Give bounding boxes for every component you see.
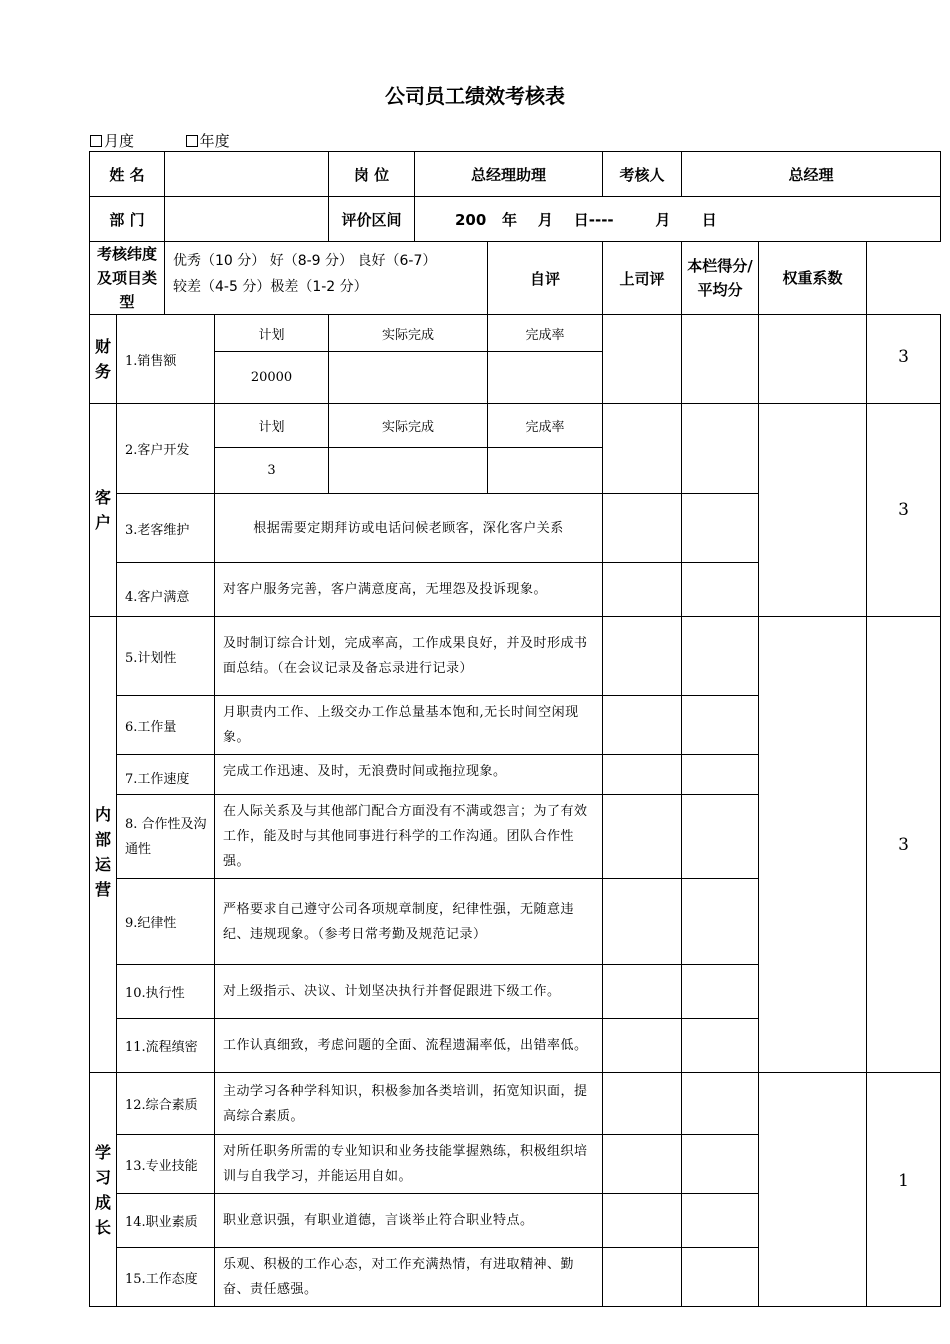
- interval-label: 评价区间: [329, 197, 415, 242]
- item-label: 7.工作速度: [117, 755, 215, 795]
- dept-label: 部 门: [90, 197, 165, 242]
- item-description: 月职责内工作、上级交办工作总量基本饱和,无长时间空闲现象。: [215, 696, 603, 755]
- position-value[interactable]: 总经理助理: [415, 152, 603, 197]
- self-score-cell[interactable]: [603, 1135, 682, 1194]
- weight-value: 3: [867, 404, 941, 617]
- scale-line-2: 较差（4-5 分）极差（1-2 分）: [173, 279, 368, 295]
- score-header: 本栏得分/平均分: [682, 242, 759, 315]
- item-label: 10.执行性: [117, 965, 215, 1019]
- interval-value[interactable]: 200 年 月 日---- 月 日: [415, 197, 941, 242]
- yearly-label: 年度: [199, 132, 230, 150]
- item-description: 对客户服务完善，客户满意度高，无埋怨及投诉现象。: [215, 563, 603, 617]
- boss-score-cell[interactable]: [682, 1073, 759, 1135]
- actual-value-cell[interactable]: [329, 448, 488, 494]
- item-label: 6.工作量: [117, 696, 215, 755]
- category-customer: 客户: [90, 404, 117, 617]
- boss-header: 上司评: [603, 242, 682, 315]
- monthly-label: 月度: [104, 132, 135, 150]
- boss-score-cell[interactable]: [682, 1135, 759, 1194]
- boss-score-cell[interactable]: [682, 879, 759, 965]
- name-label: 姓 名: [90, 152, 165, 197]
- dimension-header: 考核纬度及项目类型: [90, 242, 165, 315]
- rate-header: 完成率: [488, 404, 603, 448]
- weight-value: 1: [867, 1073, 941, 1307]
- item-label: 8. 合作性及沟通性: [117, 795, 215, 879]
- plan-value[interactable]: 20000: [215, 352, 329, 404]
- boss-score-cell[interactable]: [682, 755, 759, 795]
- item-description: 对上级指示、决议、计划坚决执行并督促跟进下级工作。: [215, 965, 603, 1019]
- item-label: 5.计划性: [117, 617, 215, 696]
- category-operations: 内部运营: [90, 617, 117, 1073]
- plan-header: 计划: [215, 404, 329, 448]
- actual-header: 实际完成: [329, 404, 488, 448]
- item-description: 及时制订综合计划，完成率高，工作成果良好，并及时形成书面总结。（在会议记录及备忘录进行记录）: [215, 617, 603, 696]
- item-label: 15.工作态度: [117, 1248, 215, 1307]
- self-score-cell[interactable]: [603, 563, 682, 617]
- item-label: 4.客户满意: [117, 563, 215, 617]
- boss-score-cell[interactable]: [682, 696, 759, 755]
- item-description: 工作认真细致，考虑问题的全面、流程遗漏率低，出错率低。: [215, 1019, 603, 1073]
- boss-score-cell[interactable]: [682, 494, 759, 563]
- subtotal-cell[interactable]: [759, 1073, 867, 1307]
- self-score-cell[interactable]: [603, 494, 682, 563]
- position-label: 岗 位: [329, 152, 415, 197]
- self-score-cell[interactable]: [603, 795, 682, 879]
- self-score-cell[interactable]: [603, 617, 682, 696]
- subtotal-cell[interactable]: [759, 617, 867, 1073]
- page-title: 公司员工绩效考核表: [385, 84, 565, 108]
- subtotal-cell[interactable]: [759, 404, 867, 617]
- plan-header: 计划: [215, 315, 329, 352]
- weight-header: 权重系数: [759, 242, 867, 315]
- item-description: 主动学习各种学科知识，积极参加各类培训，拓宽知识面，提高综合素质。: [215, 1073, 603, 1135]
- subtotal-cell[interactable]: [759, 315, 867, 404]
- boss-score-cell[interactable]: [682, 617, 759, 696]
- item-label: 13.专业技能: [117, 1135, 215, 1194]
- yearly-option[interactable]: [186, 130, 230, 151]
- self-header: 自评: [488, 242, 603, 315]
- monthly-option[interactable]: [90, 130, 134, 151]
- item-label: 14.职业素质: [117, 1194, 215, 1248]
- self-score-cell[interactable]: [603, 965, 682, 1019]
- assessor-label: 考核人: [603, 152, 682, 197]
- self-score-cell[interactable]: [603, 1019, 682, 1073]
- category-growth: 学习成长: [90, 1073, 117, 1307]
- item-label: 11.流程缜密: [117, 1019, 215, 1073]
- assessment-table: [89, 151, 941, 1307]
- self-score-cell[interactable]: [603, 879, 682, 965]
- item-description: 乐观、积极的工作心态，对工作充满热情，有进取精神、勤奋、责任感强。: [215, 1248, 603, 1307]
- item-label: 2.客户开发: [117, 404, 215, 494]
- boss-score-cell[interactable]: [682, 1194, 759, 1248]
- name-field[interactable]: [165, 152, 329, 197]
- self-score-cell[interactable]: [603, 1194, 682, 1248]
- boss-score-cell[interactable]: [682, 1019, 759, 1073]
- boss-score-cell[interactable]: [682, 795, 759, 879]
- self-score-cell[interactable]: [603, 404, 682, 494]
- assessor-value[interactable]: 总经理: [682, 152, 941, 197]
- item-description: 根据需要定期拜访或电话问候老顾客，深化客户关系: [215, 494, 603, 563]
- boss-score-cell[interactable]: [682, 404, 759, 494]
- weight-value: 3: [867, 315, 941, 404]
- item-description: 严格要求自己遵守公司各项规章制度，纪律性强，无随意违纪、违规现象。（参考日常考勤及规范记录）: [215, 879, 603, 965]
- dept-field[interactable]: [165, 197, 329, 242]
- rate-value-cell[interactable]: [488, 352, 603, 404]
- item-description: 完成工作迅速、及时，无浪费时间或拖拉现象。: [215, 755, 603, 795]
- actual-value-cell[interactable]: [329, 352, 488, 404]
- scale-line-1: 优秀（10 分） 好（8-9 分） 良好（6-7）: [173, 253, 437, 269]
- self-score-cell[interactable]: [603, 755, 682, 795]
- item-label: 9.纪律性: [117, 879, 215, 965]
- item-description: 在人际关系及与其他部门配合方面没有不满或怨言；为了有效工作，能及时与其他同事进行科学的工作沟通。团队合作性强。: [215, 795, 603, 879]
- checkbox-icon[interactable]: [90, 135, 102, 147]
- boss-score-cell[interactable]: [682, 315, 759, 404]
- weight-value: 3: [867, 617, 941, 1073]
- item-label: 3.老客维护: [117, 494, 215, 563]
- category-finance: 财务: [90, 315, 117, 404]
- item-description: 对所任职务所需的专业知识和业务技能掌握熟练，积极组织培训与自我学习，并能运用自如。: [215, 1135, 603, 1194]
- plan-value[interactable]: 3: [215, 448, 329, 494]
- boss-score-cell[interactable]: [682, 563, 759, 617]
- checkbox-icon[interactable]: [186, 135, 198, 147]
- boss-score-cell[interactable]: [682, 1248, 759, 1307]
- self-score-cell[interactable]: [603, 1073, 682, 1135]
- self-score-cell[interactable]: [603, 696, 682, 755]
- rate-header: 完成率: [488, 315, 603, 352]
- item-label: 1.销售额: [117, 315, 215, 404]
- period-selector: [90, 130, 230, 151]
- self-score-cell[interactable]: [603, 1248, 682, 1307]
- item-label: 12.综合素质: [117, 1073, 215, 1135]
- rate-value-cell[interactable]: [488, 448, 603, 494]
- scale-header: [165, 242, 488, 315]
- item-description: 职业意识强，有职业道德，言谈举止符合职业特点。: [215, 1194, 603, 1248]
- boss-score-cell[interactable]: [682, 965, 759, 1019]
- self-score-cell[interactable]: [603, 315, 682, 404]
- actual-header: 实际完成: [329, 315, 488, 352]
